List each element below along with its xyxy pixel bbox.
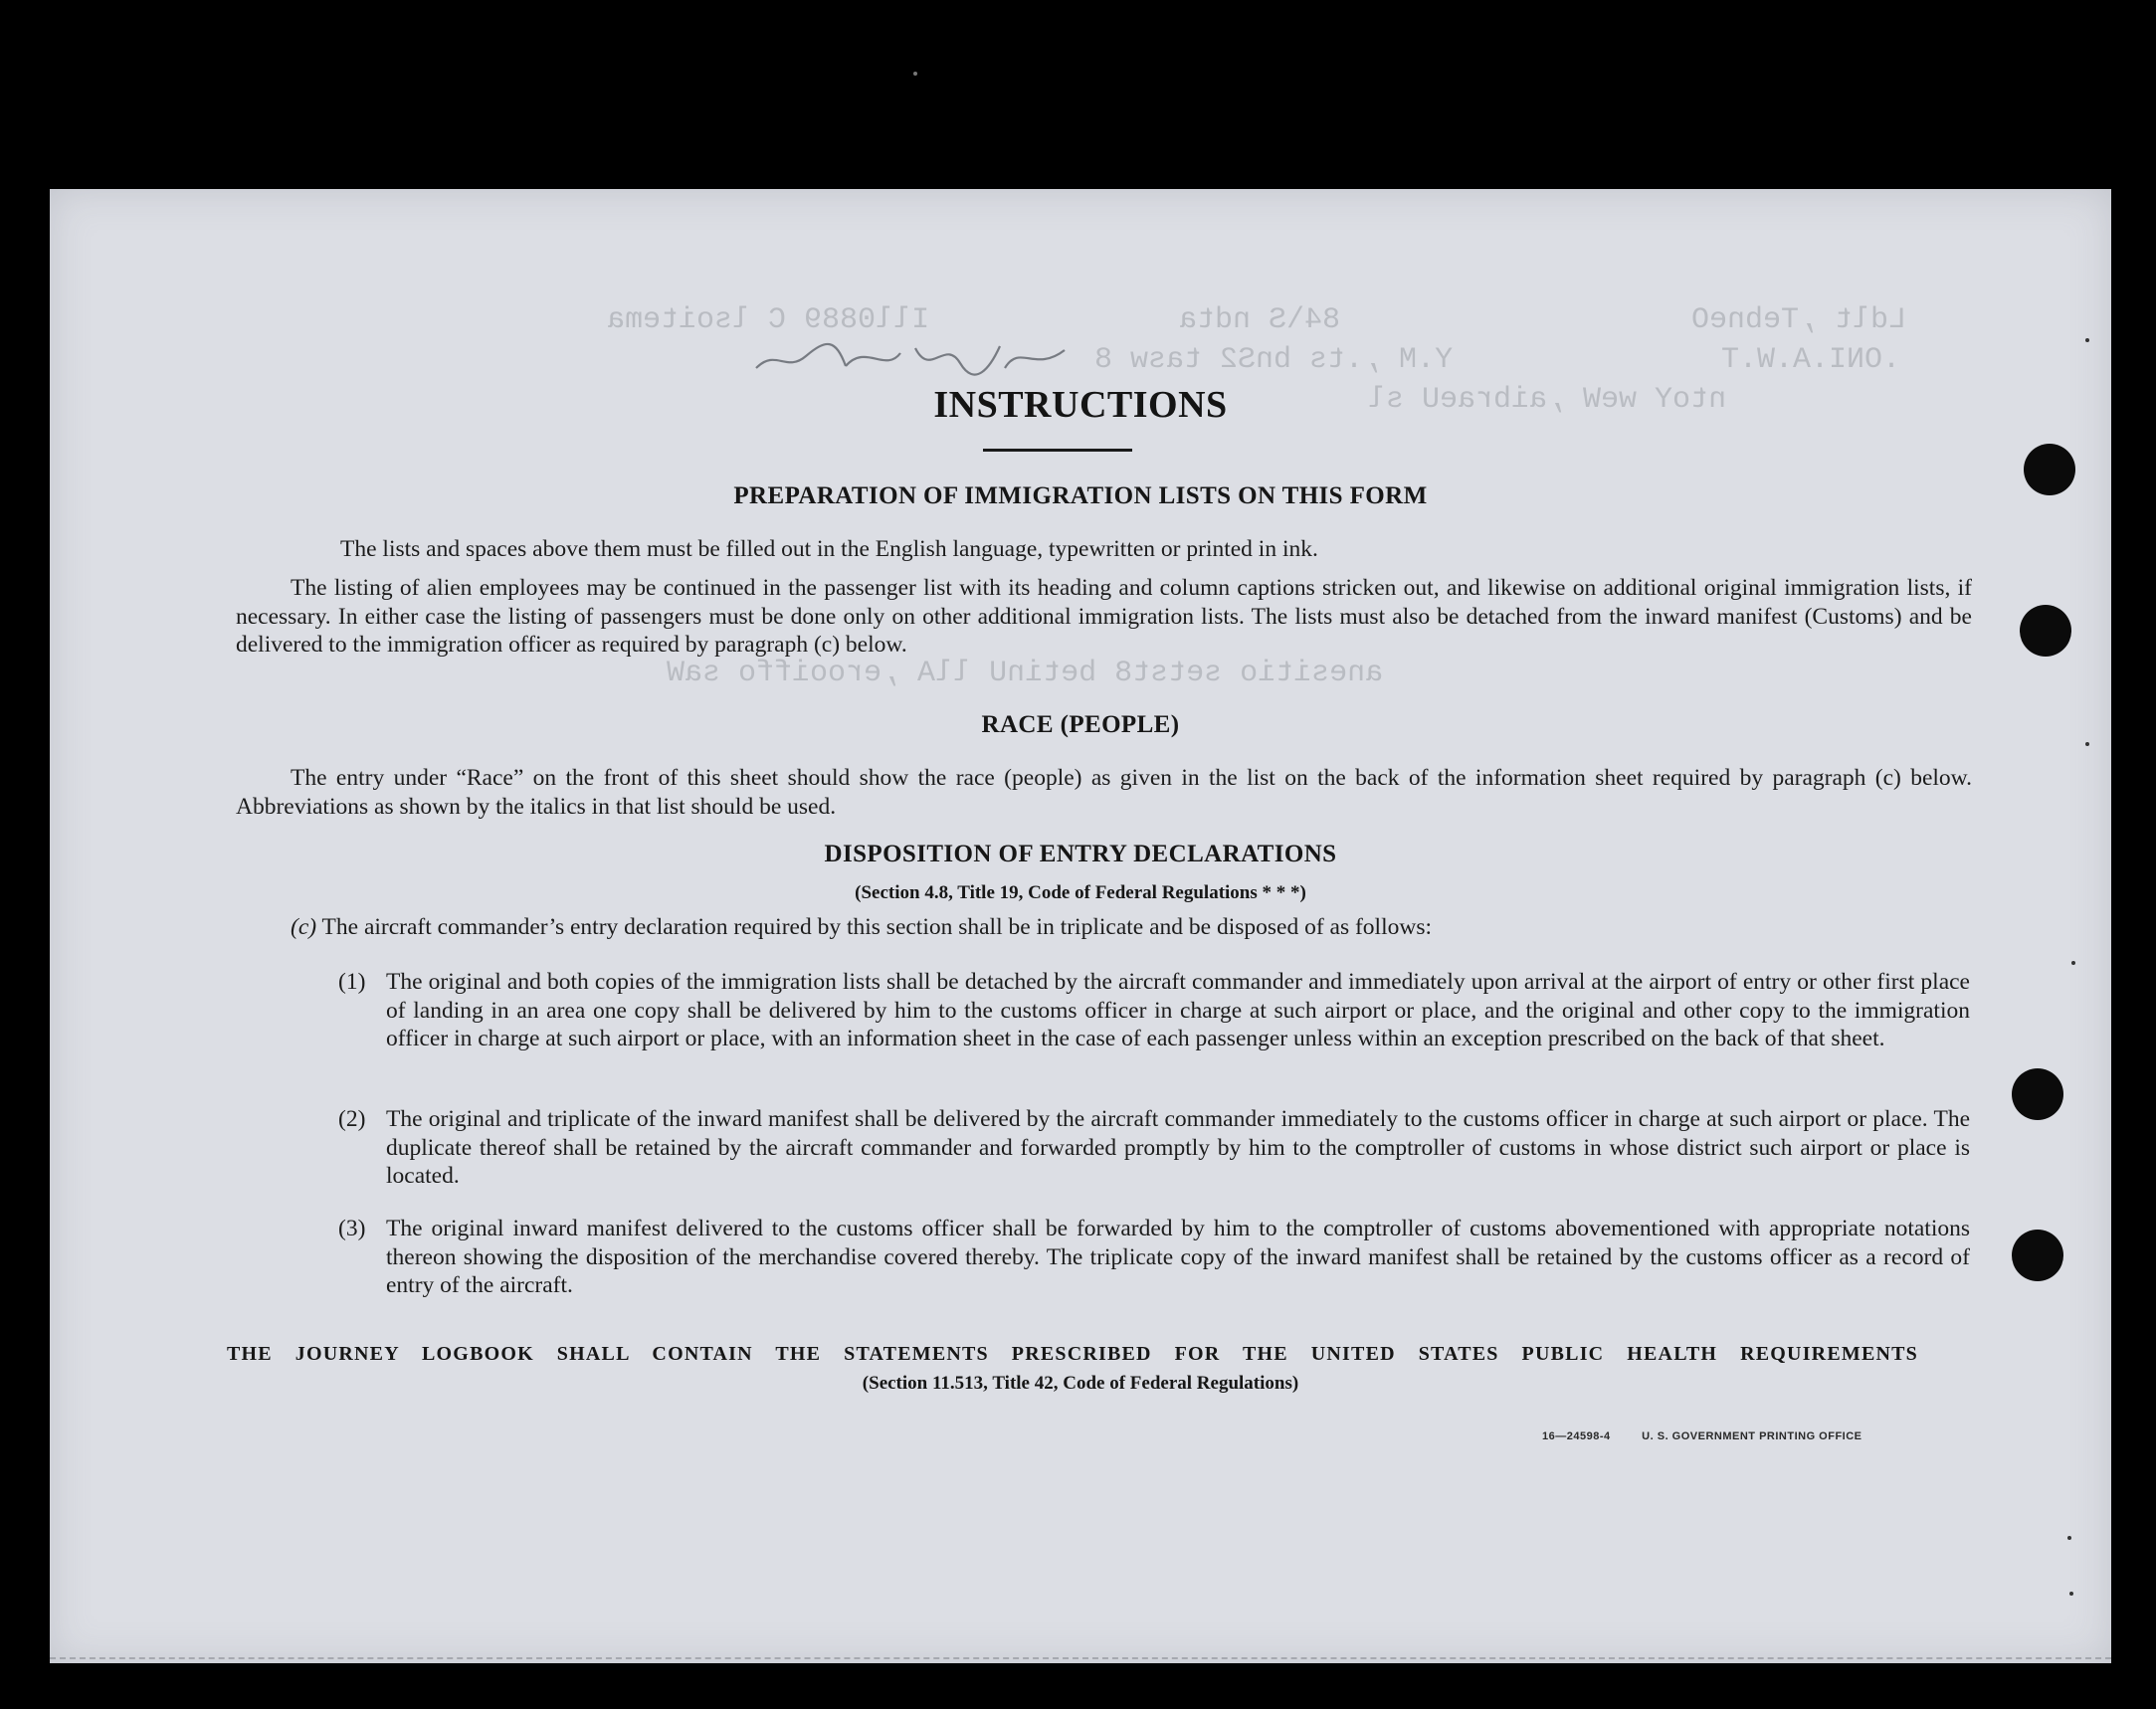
printing-imprint xyxy=(1542,1430,1862,1442)
paragraph-text: The lists and spaces above them must be filled out in the English language, typewritten or printed in ink. xyxy=(340,536,1318,562)
binder-hole xyxy=(2012,1068,2063,1120)
bleed-through-text: 84\S ndta xyxy=(1179,303,1341,337)
paper-speck xyxy=(2069,1592,2073,1596)
title-underline xyxy=(983,449,1132,452)
page-title: INSTRUCTIONS xyxy=(933,384,1228,426)
item-number: (3) xyxy=(338,1216,366,1241)
paper-speck xyxy=(2071,961,2075,965)
paper-speck xyxy=(2085,338,2089,342)
item-number: (1) xyxy=(338,969,366,995)
printer-name: U. S. GOVERNMENT PRINTING OFFICE xyxy=(1642,1430,1862,1442)
race-paragraph xyxy=(236,764,1972,821)
paragraph-text: The aircraft commander’s entry declaration required by this section shall be in triplicate and be disposed of as follows: xyxy=(321,914,1433,940)
document-sheet xyxy=(50,189,2111,1663)
preparation-paragraph-2 xyxy=(236,574,1972,660)
sheet-edge xyxy=(50,1657,2111,1659)
item-text: The original inward manifest delivered to the customs officer shall be forwarded by him to the comptroller of customs abovementioned with appropriate notations thereon showing the disposition of the merchandise covered thereby. The triplicate copy of the inward manifest shall be retained by the customs officer as a record of entry of the aircraft. xyxy=(386,1216,1970,1298)
handwritten-signature xyxy=(746,328,1075,388)
list-item xyxy=(338,1105,1970,1191)
item-number: (2) xyxy=(338,1106,366,1132)
paragraph-label: (c) xyxy=(291,914,317,940)
binder-hole xyxy=(2020,605,2071,657)
binder-hole xyxy=(2024,444,2075,495)
preparation-paragraph-1 xyxy=(291,535,1972,564)
bleed-through-text: Ill0889 C lsoitema xyxy=(607,303,930,337)
paper-speck xyxy=(913,72,917,76)
item-text: The original and triplicate of the inward manifest shall be delivered by the aircraft commander immediately to the customs officer in charge at such airport or place. The duplicate thereof shall be retained by the aircraft commander and forwarded promptly by him to the comptroller of customs in whose district such airport or place is located. xyxy=(386,1106,1970,1189)
bleed-through-text: ntoY weW ,aibraeU sl xyxy=(1368,383,1727,417)
disposition-intro xyxy=(291,913,1972,942)
public-health-reference: (Section 11.513, Title 42, Code of Federal Regulations) xyxy=(862,1373,1299,1394)
paragraph-text: The entry under “Race” on the front of this sheet should show the race (people) as given in the list on the back of the information sheet required by paragraph (c) below. Abbreviations as shown by the italics in that list should be used. xyxy=(236,765,1972,820)
bleed-through-text: Y.M ,.ts bnS2 tasw 8 xyxy=(1094,343,1454,377)
disposition-heading: DISPOSITION OF ENTRY DECLARATIONS xyxy=(824,841,1337,867)
list-item xyxy=(338,1215,1970,1300)
paper-speck xyxy=(2085,742,2089,746)
preparation-heading: PREPARATION OF IMMIGRATION LISTS ON THIS FORM xyxy=(733,482,1428,509)
item-text: The original and both copies of the immigration lists shall be detached by the aircraft commander and immediately upon arrival at the airport of entry or other first place of landing in an area one copy shall be delivered by him to the customs officer in charge at such airport or place, and the original and other copy to the immigration officer in charge at such airport or place, with an information sheet in the case of each passenger unless within an exception prescribed on the back of that sheet. xyxy=(386,969,1970,1051)
public-health-statement: THE JOURNEY LOGBOOK SHALL CONTAIN THE STATEMENTS PRESCRIBED FOR THE UNITED STATES PUBLIC HEALTH REQUIREMENTS xyxy=(227,1343,1918,1365)
bleed-through-text: Ldlt ,TebneO xyxy=(1691,303,1907,337)
bleed-through-text: .ONI.A.W.T xyxy=(1721,343,1901,377)
bleed-through-text: anesitio setst8 betinU llA ,erooiffo saW xyxy=(667,657,1384,690)
form-number: 16—24598-4 xyxy=(1542,1430,1611,1442)
binder-hole xyxy=(2012,1230,2063,1281)
race-heading: RACE (PEOPLE) xyxy=(981,711,1180,738)
paper-speck xyxy=(2067,1536,2071,1540)
list-item xyxy=(338,968,1970,1053)
paragraph-text: The listing of alien employees may be continued in the passenger list with its heading and column captions stricken out, and likewise on additional original immigration lists, if necessary. In either case the listing of passengers must be done only on other additional immigration lists. The lists must also be detached from the inward manifest (Customs) and be delivered to the immigration officer as required by paragraph (c) below. xyxy=(236,575,1972,658)
disposition-reference: (Section 4.8, Title 19, Code of Federal Regulations * * *) xyxy=(855,882,1306,903)
